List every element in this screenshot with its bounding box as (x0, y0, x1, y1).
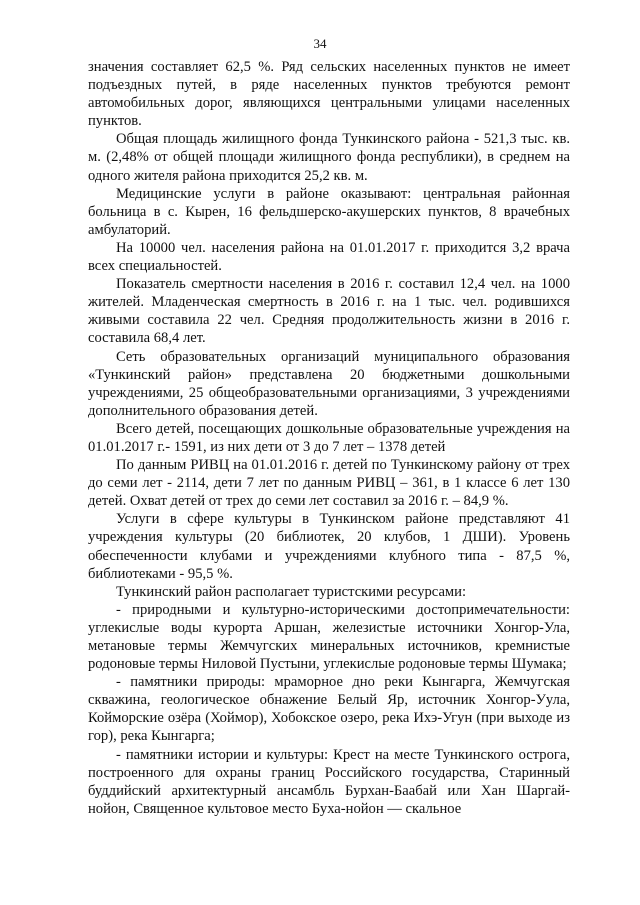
paragraph-housing-roads: значения составляет 62,5 %. Ряд сельских населенных пунктов не имеет подъездных путей, в ряде населенных пунктов требуются ремонт автомобильных дорог, являющихся центральными улицами населенных пунктов. (88, 59, 570, 130)
paragraph-housing-fund: Общая площадь жилищного фонда Тункинского района - 521,3 тыс. кв. м. (2,48% от общей площади жилищного фонда республики), в среднем на одного жителя района приходится 25,2 кв. м. (88, 131, 570, 184)
body-text (88, 58, 570, 818)
paragraph-history-culture-monuments: - памятники истории и культуры: Крест на месте Тункинского острога, построенного для охраны границ Российского государства, Старинный буддийский архитектурный ансамбль Бурхан-Баабай или Хан Шаргай-нойон, Священное культовое место Буха-нойон — скальное (88, 746, 570, 817)
paragraph-rivc-children: По данным РИВЦ на 01.01.2016 г. детей по Тункинскому району от трех до семи лет - 2114, дети 7 лет по данным РИВЦ – 361, в 1 классе 6 лет 130 детей. Охват детей от трех до семи лет составил за 2016 г. – 84,9 %. (88, 457, 570, 510)
paragraph-education-network: Сеть образовательных организаций муниципального образования «Тункинский район» представлена 20 бюджетными дошкольными учреждениями, 25 общеобразовательными организациями, 3 учреждениями дополнительного образования детей. (88, 348, 570, 419)
paragraph-doctors-per-population: На 10000 чел. населения района на 01.01.2017 г. приходится 3,2 врача всех специальностей. (88, 239, 570, 275)
page-number: 34 (313, 36, 327, 51)
paragraph-medical-services: Медицинские услуги в районе оказывают: центральная районная больница в с. Кырен, 16 фельдшерско-акушерских пунктов, 8 врачебных амбулаторий. (88, 185, 570, 238)
paragraph-tourism-intro: Тункинский район располагает туристскими ресурсами: (116, 583, 467, 600)
paragraph-nature-monuments: - памятники природы: мраморное дно реки Кынгарга, Жемчугская скважина, геологическое обнажение Белый Яр, источник Хонгор-Уула, Койморские озёра (Хоймор), Хобокское озеро, река Ихэ-Угун (при выходе из гор), река Кынгарга; (88, 674, 570, 745)
paragraph-preschool-attendance: Всего детей, посещающих дошкольные образовательные учреждения на 01.01.2017 г.- 1591, из них дети от 3 до 7 лет – 1378 детей (88, 420, 570, 455)
paragraph-natural-attractions: - природными и культурно-историческими достопримечательности: углекислые воды курорта Аршан, железистые источники Хонгор-Ула, метановые термы Жемчугских минеральных источников, кремнистые родоновые термы Ниловой Пустыни, углекислые родоновые термы Шумака; (88, 601, 570, 673)
paragraph-culture-services: Услуги в сфере культуры в Тункинском районе представляют 41 учреждения культуры (20 библиотек, 20 клубов, 1 ДШИ). Уровень обеспеченности клубами и учреждениями клубного типа - 87,5 %, библиотеками - 95,5 %. (88, 511, 570, 582)
paragraph-mortality: Показатель смертности населения в 2016 г. составил 12,4 чел. на 1000 жителей. Младенческая смертность в 2016 г. на 1 тыс. чел. родившихся живыми составила 22 чел. Средняя продолжительность жизни в 2016 г. составила 68,4 лет. (88, 276, 570, 347)
